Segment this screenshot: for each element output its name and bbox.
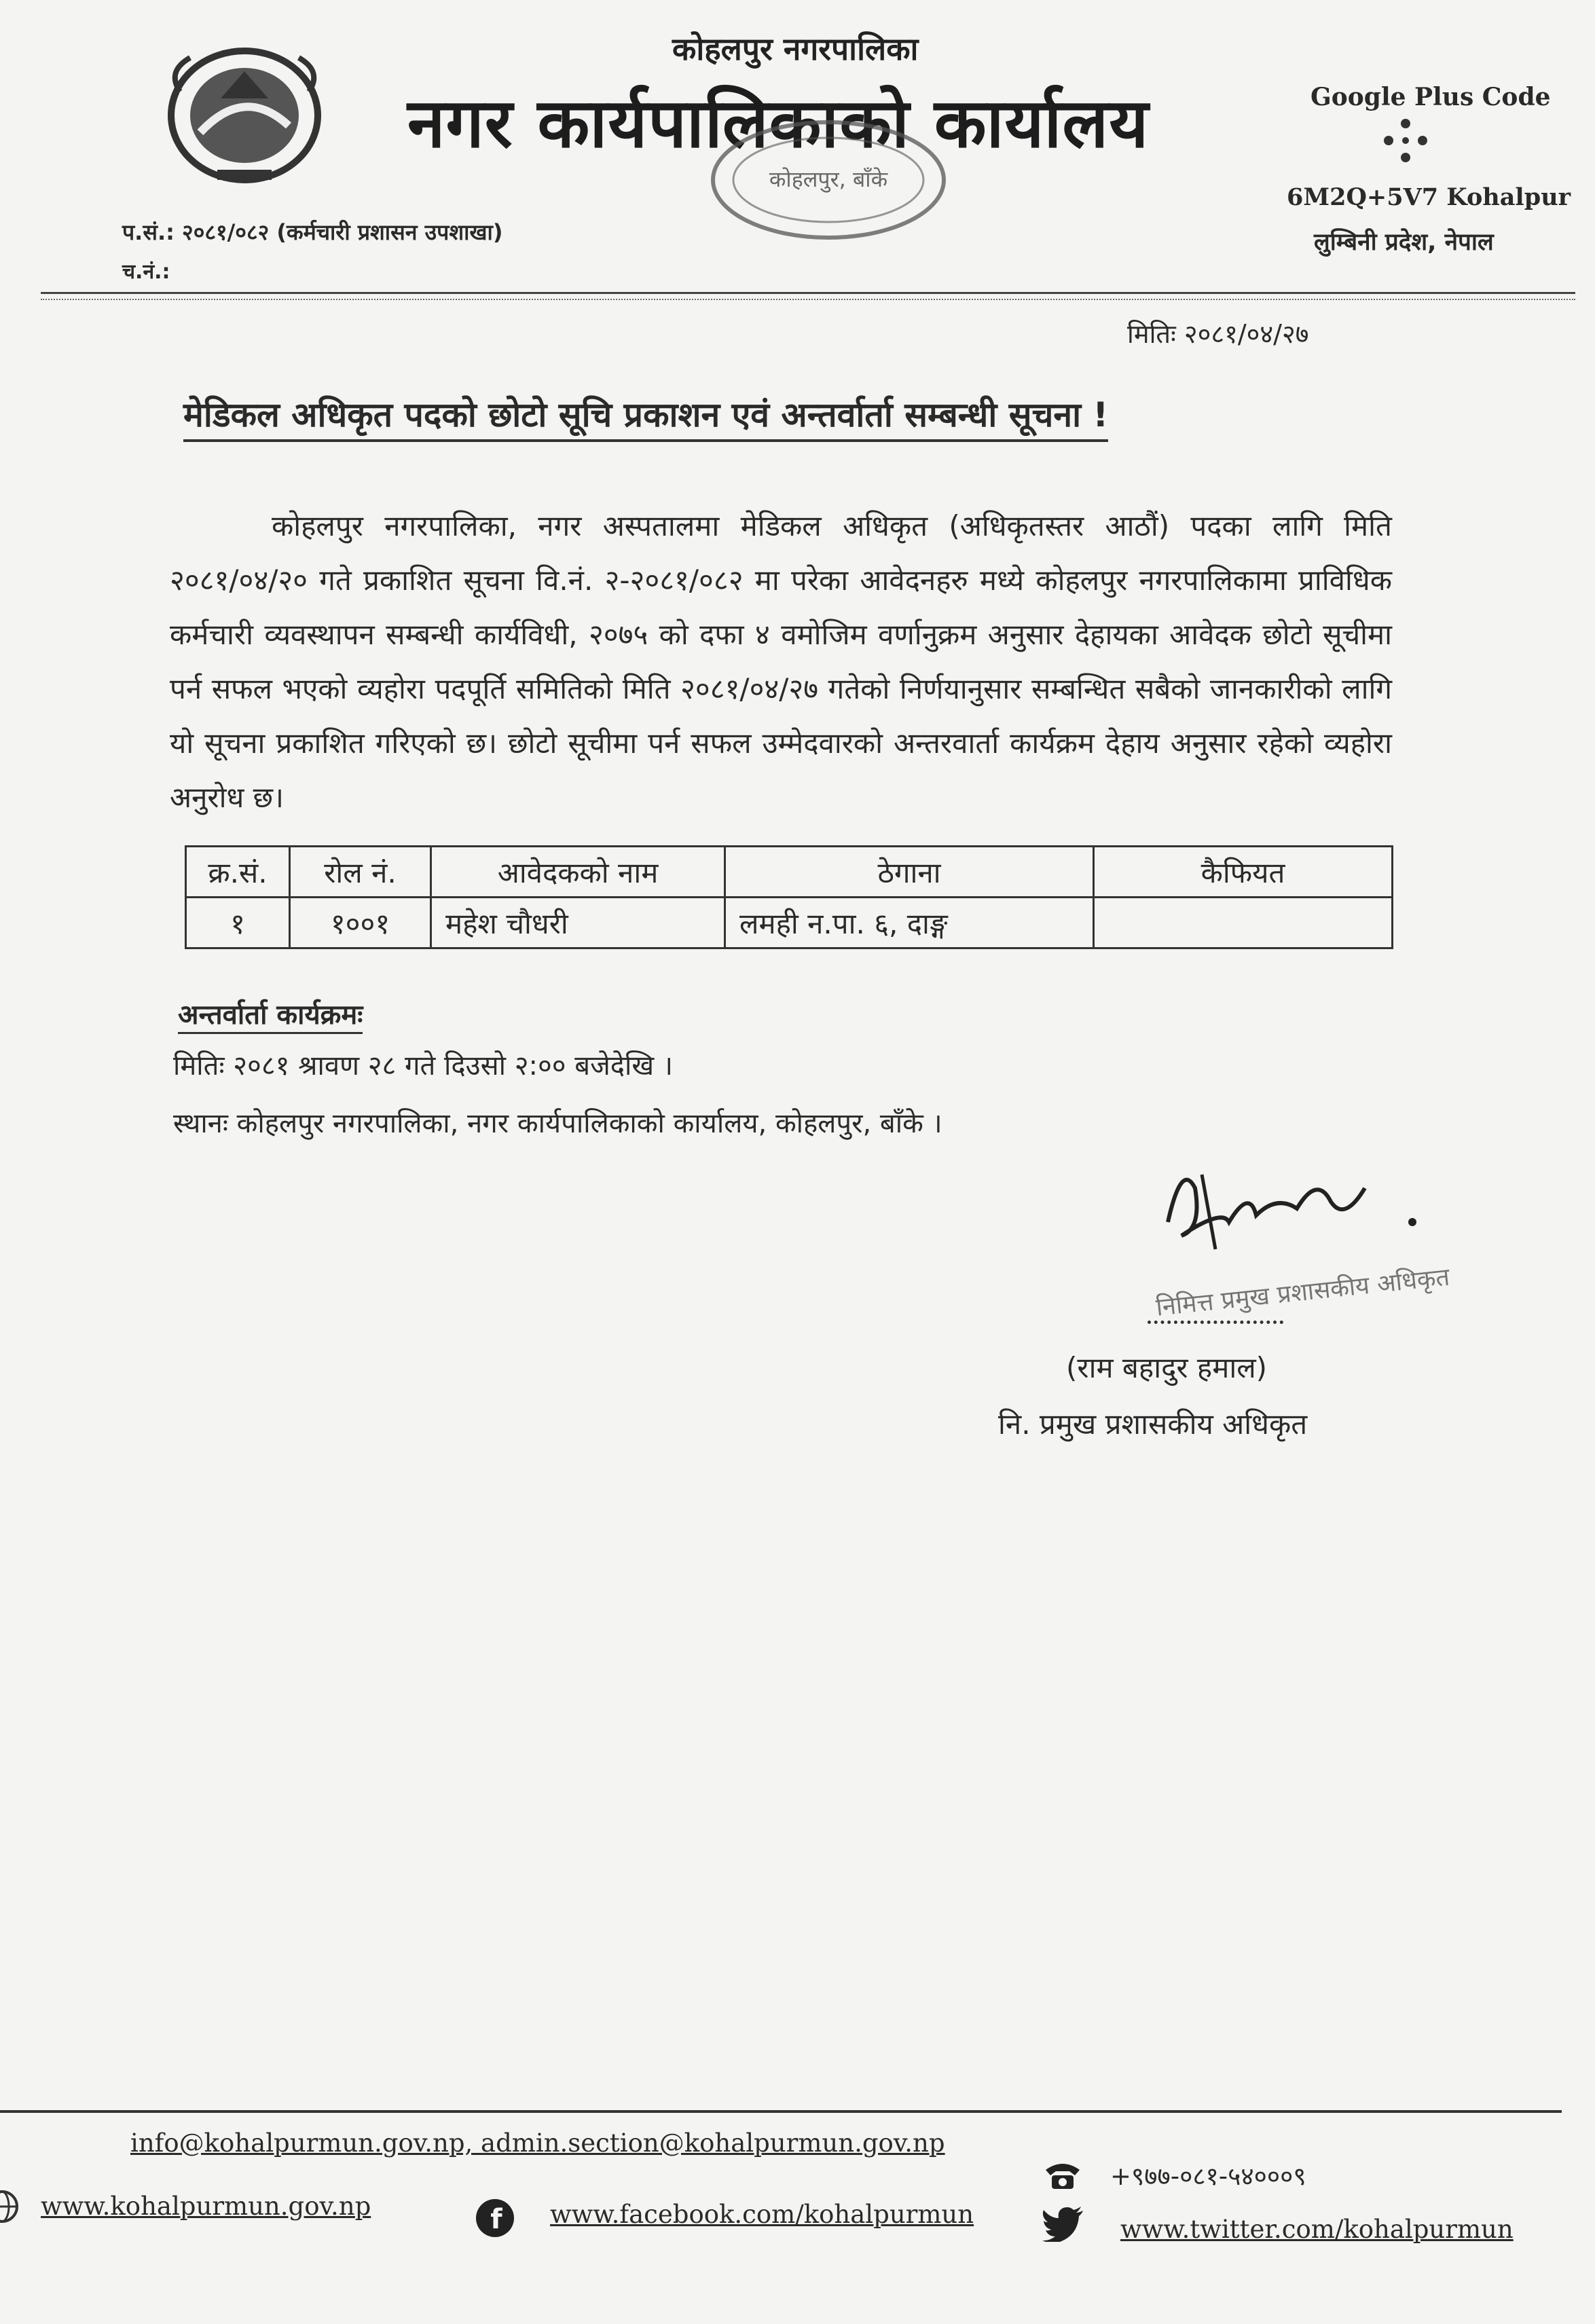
- municipality-name: कोहलपुर नगरपालिका: [672, 31, 919, 67]
- office-title: नगर कार्यपालिकाको कार्यालय: [407, 84, 1150, 163]
- google-plus-code: 6M2Q+5V7 Kohalpur: [1287, 183, 1571, 211]
- table-header-row: [186, 847, 1393, 898]
- table-header-cell: आवेदकको नाम: [431, 847, 725, 898]
- notice-body-text: कोहलपुर नगरपालिका, नगर अस्पतालमा मेडिकल अधिकृत (अधिकृतस्तर आठौं) पदका लागि मिति २०८१/०४/२० गते प्रकाशित सूचना वि.नं. २-२०८१/०८२ मा परेका आवेदनहरु मध्ये कोहलपुर नगरपालिकामा प्राविधिक कर्मचारी व्यवस्थापन सम्बन्धी कार्यविधी, २०७५ को दफा ४ वमोजिम वर्णानुक्रम अनुसार देहायका आवेदक छोटो सूचीमा पर्न सफल भएको व्यहोरा पदपूर्ति समितिको मिति २०८१/०४/२७ गतेको निर्णयानुसार सम्बन्धित सबैको जानकारीको लागि यो सूचना प्रकाशित गरिएको छ। छोटो सूचीमा पर्न सफल उम्मेदवारको अन्तरवार्ता कार्यक्रम देहाय अनुसार रहेको व्यहोरा अनुरोध छ।: [170, 509, 1392, 814]
- province-address: लुम्बिनी प्रदेश, नेपाल: [1314, 229, 1494, 256]
- table-header-cell: ठेगाना: [725, 847, 1094, 898]
- header-divider-dotted: [41, 299, 1575, 300]
- table-header-cell: क्र.सं.: [186, 847, 290, 898]
- table-cell: लमही न.पा. ६, दाङ्ग: [725, 898, 1094, 948]
- svg-text:f: f: [490, 2204, 502, 2235]
- phone-icon: [1042, 2158, 1083, 2192]
- table-cell: १: [186, 898, 290, 948]
- footer-twitter-link[interactable]: www.twitter.com/kohalpurmun: [1120, 2215, 1514, 2244]
- table-header-cell: रोल नं.: [290, 847, 431, 898]
- table-cell: महेश चौधरी: [431, 898, 725, 948]
- facebook-icon: [475, 2198, 515, 2238]
- footer-divider: [0, 2110, 1562, 2113]
- table-cell: [1094, 898, 1393, 948]
- shortlist-table: [185, 845, 1393, 949]
- header-divider: [41, 292, 1575, 294]
- signature-and-stamp: [1141, 1147, 1467, 1338]
- table-cell: १००१: [290, 898, 431, 948]
- footer-website-link[interactable]: www.kohalpurmun.gov.np: [41, 2192, 371, 2221]
- nepal-emblem-logo: [153, 31, 336, 187]
- footer-email-link[interactable]: info@kohalpurmun.gov.np, admin.section@kohalpurmun.gov.np: [130, 2128, 945, 2158]
- signer-designation: नि. प्रमुख प्रशासकीय अधिकृत: [998, 1407, 1308, 1441]
- google-plus-code-label: Google Plus Code: [1310, 83, 1551, 111]
- plus-code-icon: [1382, 117, 1429, 164]
- footer-phone: +९७७-०८१-५४०००९: [1110, 2162, 1306, 2191]
- reference-number: प.सं.: २०८१/०८२ (कर्मचारी प्रशासन उपशाखा): [122, 219, 503, 245]
- table-header-cell: कैफियत: [1094, 847, 1393, 898]
- table-row: [186, 898, 1393, 948]
- signature-line: [1148, 1321, 1283, 1324]
- signature-stamp-text: निमित्त प्रमुख प्रशासकीय अधिकृत: [1154, 1263, 1451, 1322]
- footer-facebook-link[interactable]: www.facebook.com/kohalpurmun: [550, 2200, 974, 2229]
- notice-title: मेडिकल अधिकृत पदको छोटो सूचि प्रकाशन एवं अन्तर्वार्ता सम्बन्धी सूचना !: [183, 390, 1108, 442]
- dispatch-number: च.नं.:: [122, 260, 170, 284]
- signer-name: (राम बहादुर हमाल): [1066, 1351, 1268, 1384]
- twitter-icon: [1042, 2207, 1084, 2242]
- notice-date: मितिः २०८१/०४/२७: [1127, 319, 1309, 349]
- interview-date: मितिः २०८१ श्रावण २८ गते दिउसो २:०० बजेदेखि ।: [173, 1050, 673, 1082]
- interview-schedule-title: अन्तर्वार्ता कार्यक्रमः: [178, 995, 363, 1034]
- stamp-text: कोहलपुर, बाँके: [769, 166, 888, 192]
- globe-icon: [0, 2190, 19, 2224]
- office-stamp: [699, 115, 957, 244]
- notice-body: [170, 499, 1392, 825]
- interview-venue: स्थानः कोहलपुर नगरपालिका, नगर कार्यपालिकाको कार्यालय, कोहलपुर, बाँके ।: [173, 1108, 942, 1139]
